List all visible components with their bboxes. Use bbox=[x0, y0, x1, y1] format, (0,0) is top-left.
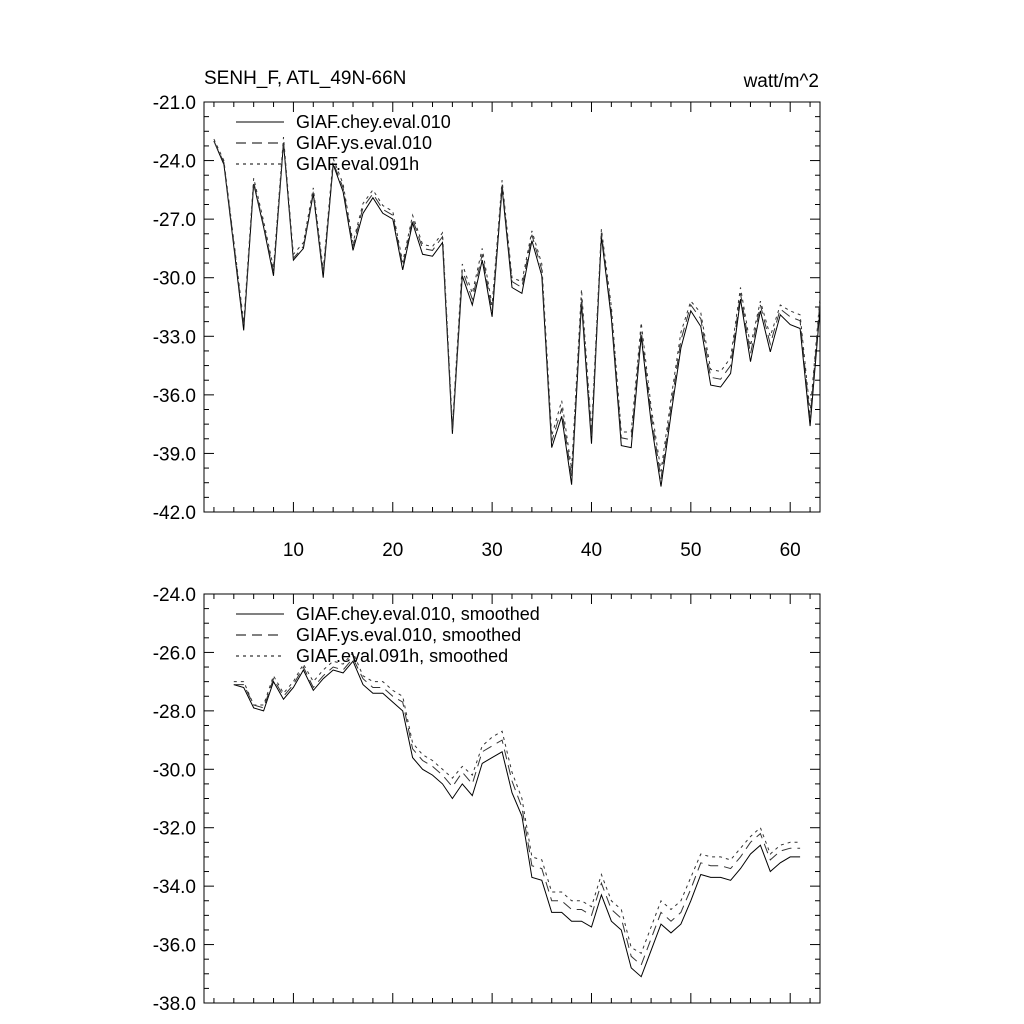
chart-title-left: SENH_F, ATL_49N-66N bbox=[204, 68, 407, 89]
series-line bbox=[234, 652, 800, 953]
y-tick-label: -32.0 bbox=[152, 818, 196, 840]
y-tick-label: -33.0 bbox=[152, 327, 196, 349]
x-tick-label: 60 bbox=[779, 540, 801, 561]
chart-panel-bottom bbox=[153, 585, 820, 1015]
y-tick-label: -26.0 bbox=[152, 643, 196, 665]
legend-label: GIAF.chey.eval.010 bbox=[296, 112, 451, 132]
y-tick-label: -28.0 bbox=[152, 701, 196, 723]
series-line bbox=[214, 141, 820, 487]
y-tick-label: -24.0 bbox=[152, 151, 196, 173]
y-tick-label: -42.0 bbox=[152, 503, 196, 524]
chart-units-label: watt/m^2 bbox=[743, 71, 819, 92]
legend-label: GIAF.ys.eval.010 bbox=[296, 133, 433, 153]
y-tick-label: -30.0 bbox=[152, 268, 196, 290]
legend-label: GIAF.eval.091h bbox=[296, 154, 420, 174]
legend-label: GIAF.chey.eval.010, smoothed bbox=[296, 604, 540, 624]
chart-marks bbox=[153, 93, 820, 561]
y-tick-label: -39.0 bbox=[152, 444, 196, 466]
y-tick-label: -27.0 bbox=[152, 210, 196, 232]
series-line bbox=[234, 661, 800, 977]
series-line bbox=[214, 141, 820, 479]
y-tick-label: -24.0 bbox=[152, 585, 196, 606]
chart-panel-top bbox=[153, 68, 820, 561]
y-tick-label: -38.0 bbox=[152, 994, 196, 1015]
chart-marks bbox=[153, 585, 820, 1015]
y-tick-label: -34.0 bbox=[152, 877, 196, 899]
y-tick-label: -36.0 bbox=[152, 935, 196, 957]
x-tick-label: 40 bbox=[580, 540, 603, 561]
y-tick-label: -30.0 bbox=[152, 760, 196, 782]
x-tick-label: 10 bbox=[282, 540, 304, 561]
x-tick-label: 20 bbox=[382, 540, 404, 561]
legend-label: GIAF.eval.091h, smoothed bbox=[296, 646, 509, 666]
x-tick-label: 50 bbox=[680, 540, 702, 561]
x-tick-label: 30 bbox=[481, 540, 503, 561]
series-line bbox=[234, 658, 800, 965]
y-tick-label: -36.0 bbox=[152, 385, 196, 407]
series-line bbox=[214, 137, 820, 471]
legend-label: GIAF.ys.eval.010, smoothed bbox=[296, 625, 522, 645]
y-tick-label: -21.0 bbox=[152, 93, 196, 114]
